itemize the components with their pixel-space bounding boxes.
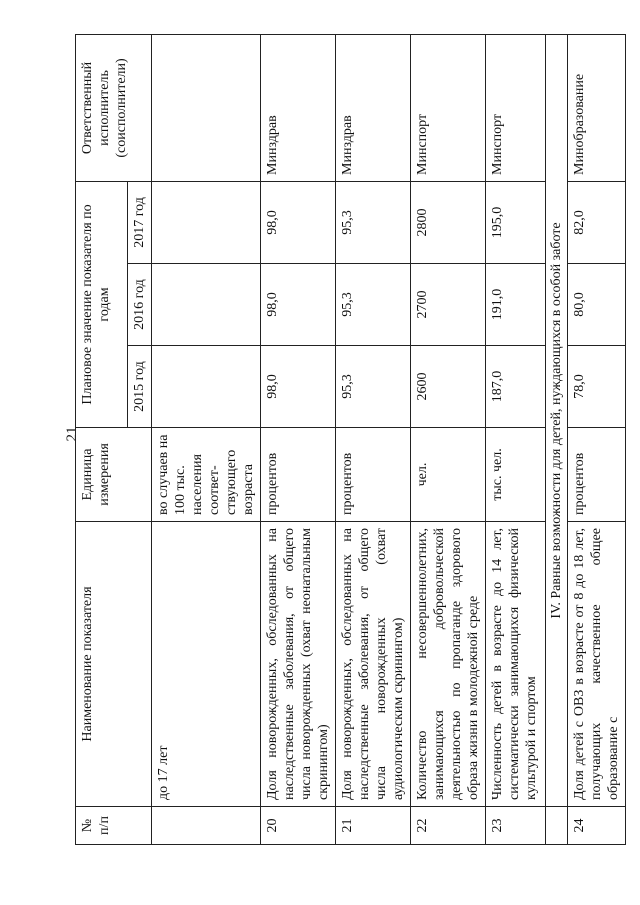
cell-name: Доля детей с ОВЗ в возрасте от 8 до 18 лет, получающих качественное общее образование с: [568, 522, 626, 807]
section-num-cell: [546, 807, 568, 845]
table-row: [568, 34, 626, 844]
cell-2017: 95,3: [336, 181, 411, 263]
cell-2016: 2700: [411, 264, 486, 346]
header-unit: Единица измерения: [76, 428, 152, 522]
cell-unit: процентов: [261, 428, 336, 522]
header-2015: 2015 год: [128, 346, 152, 428]
header-2017: 2017 год: [128, 181, 152, 263]
table-row: [486, 34, 546, 844]
cell-2017: 82,0: [568, 181, 626, 263]
cell-responsible: Минспорт: [411, 34, 486, 181]
cell-unit: тыс. чел.: [486, 428, 546, 522]
cell-num: 24: [568, 807, 626, 845]
section-title: IV. Равные возможности для детей, нуждающихся в особой заботе: [546, 34, 568, 806]
cell-name: Доля новорожденных, обследованных на наследственные заболевания, от общего числа новорожденных (охват аудиологическим скринингом): [336, 522, 411, 807]
cell-num: [152, 807, 261, 845]
section-row: [546, 34, 568, 844]
page-number: 21: [64, 426, 80, 442]
cell-num: 21: [336, 807, 411, 845]
rotated-table-container: [75, 35, 621, 845]
cell-num: 20: [261, 807, 336, 845]
cell-num: 22: [411, 807, 486, 845]
cell-2017: [152, 181, 261, 263]
cell-responsible: Минобразование: [568, 34, 626, 181]
cell-num: 23: [486, 807, 546, 845]
cell-name: до 17 лет: [152, 522, 261, 807]
cell-unit: процентов: [568, 428, 626, 522]
cell-2017: 2800: [411, 181, 486, 263]
header-planned: Плановое значение показателя по годам: [76, 181, 128, 427]
cell-unit: процентов: [336, 428, 411, 522]
cell-2016: [152, 264, 261, 346]
cell-name: Доля новорожденных, обследованных на наследственные заболевания, от общего числа новорожденных (охват неонатальным скринингом): [261, 522, 336, 807]
cell-unit: чел.: [411, 428, 486, 522]
header-name: Наименование показателя: [76, 522, 152, 807]
cell-2016: 98,0: [261, 264, 336, 346]
cell-name: Количество несовершеннолетних, занимающихся добровольческой деятельностью по пропаганде здорового образа жизни в молодежной среде: [411, 522, 486, 807]
cell-2017: 195,0: [486, 181, 546, 263]
header-num: № п/п: [76, 807, 152, 845]
cell-responsible: Минспорт: [486, 34, 546, 181]
cell-responsible: Минздрав: [261, 34, 336, 181]
table-row: [152, 34, 261, 844]
cell-2015: 98,0: [261, 346, 336, 428]
header-responsible: Ответственный исполнитель (соисполнители): [76, 34, 152, 181]
cell-2016: 95,3: [336, 264, 411, 346]
table-row: [261, 34, 336, 844]
cell-2015: 2600: [411, 346, 486, 428]
cell-2015: 187,0: [486, 346, 546, 428]
cell-responsible: Минздрав: [336, 34, 411, 181]
cell-unit: во случаев на 100 тыс. населения соответ-ствующего возраста: [152, 428, 261, 522]
cell-responsible: [152, 34, 261, 181]
cell-2016: 191,0: [486, 264, 546, 346]
table-row: [336, 34, 411, 844]
cell-2016: 80,0: [568, 264, 626, 346]
cell-2017: 98,0: [261, 181, 336, 263]
cell-name: Численность детей в возрасте до 14 лет, систематически занимающихся физической культурой и спортом: [486, 522, 546, 807]
header-2016: 2016 год: [128, 264, 152, 346]
table-row: [411, 34, 486, 844]
indicators-table: [75, 34, 626, 845]
cell-2015: 95,3: [336, 346, 411, 428]
cell-2015: 78,0: [568, 346, 626, 428]
cell-2015: [152, 346, 261, 428]
